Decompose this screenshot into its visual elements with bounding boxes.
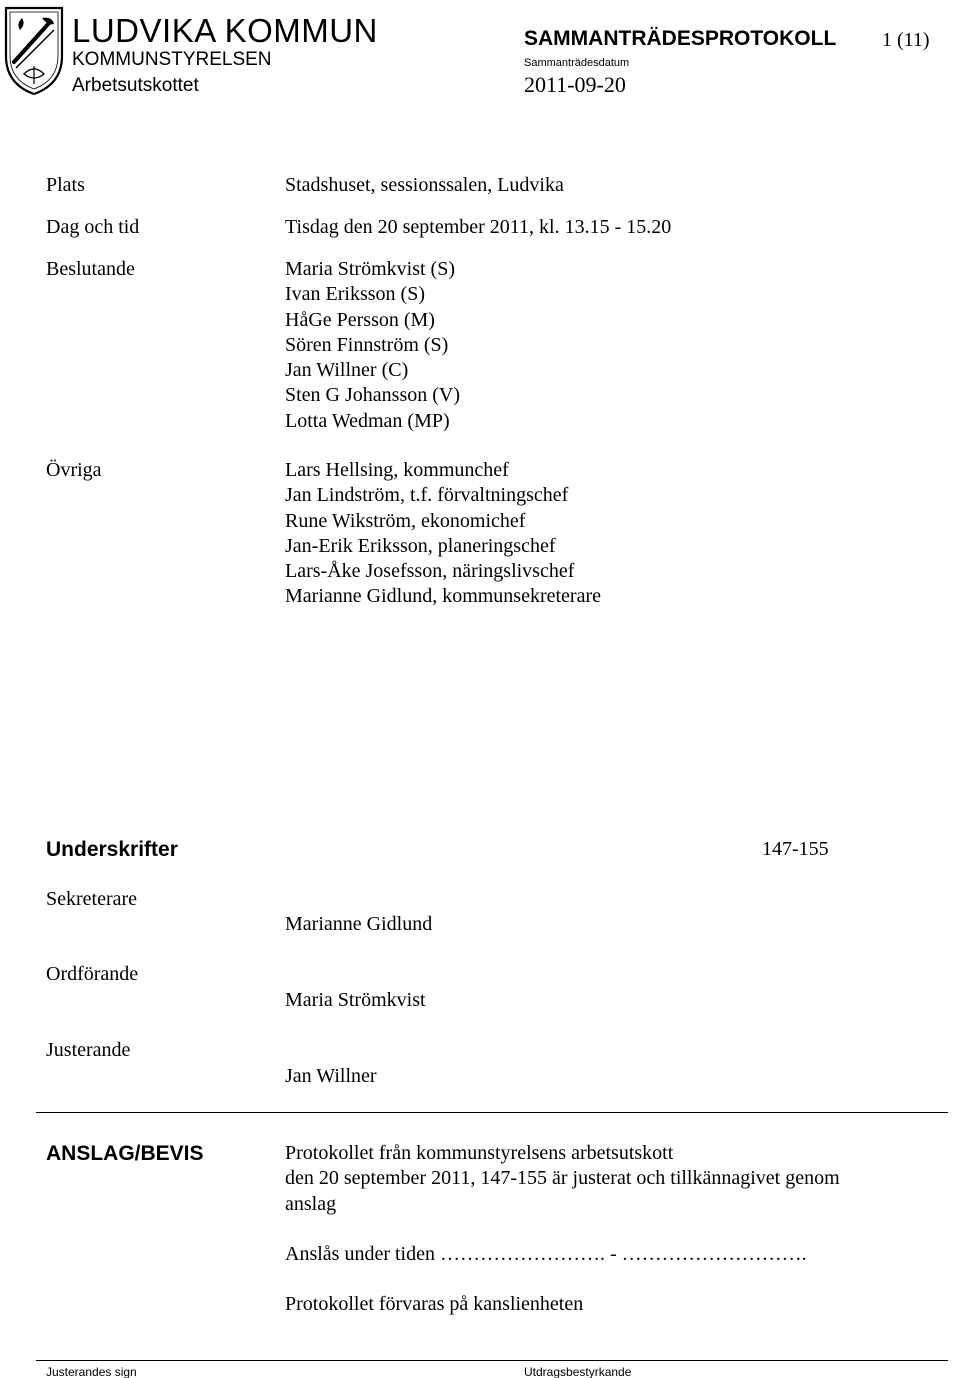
divider <box>36 1112 948 1113</box>
page-number: 1 (11) <box>882 29 930 51</box>
list-item: Maria Strömkvist (S) <box>285 258 455 280</box>
plats-label: Plats <box>46 174 85 196</box>
document-type: SAMMANTRÄDESPROTOKOLL <box>524 27 837 50</box>
list-item: Rune Wikström, ekonomichef <box>285 509 526 532</box>
footer-divider <box>36 1360 948 1361</box>
anslag-heading: ANSLAG/BEVIS <box>46 1142 204 1165</box>
list-item: Lotta Wedman (MP) <box>285 409 450 432</box>
signatures-heading: Underskrifter <box>46 838 178 861</box>
list-item: Jan-Erik Eriksson, planeringschef <box>285 534 556 557</box>
justerande-name: Jan Willner <box>285 1065 377 1087</box>
org-name: LUDVIKA KOMMUN <box>72 12 378 49</box>
tid-value: Tisdag den 20 september 2011, kl. 13.15 - 15.20 <box>285 216 672 238</box>
text-line: Protokollet från kommunstyrelsens arbetsutskott <box>285 1142 674 1164</box>
list-item: HåGe Persson (M) <box>285 308 435 331</box>
beslutande-list <box>285 257 460 434</box>
ordforande-label: Ordförande <box>46 963 139 985</box>
beslutande-label: Beslutande <box>46 258 135 280</box>
list-item: Jan Lindström, t.f. förvaltningschef <box>285 484 569 507</box>
list-item: Jan Willner (C) <box>285 359 409 382</box>
ordforande-name: Maria Strömkvist <box>285 989 426 1011</box>
text-line: den 20 september 2011, 147-155 är justerat och tillkännagivet genom <box>285 1167 840 1190</box>
sekreterare-name: Marianne Gidlund <box>285 913 433 935</box>
utdragsbestyrkande-label: Utdragsbestyrkande <box>524 1365 632 1378</box>
justerandes-sign-label: Justerandes sign <box>46 1365 137 1378</box>
date-label: Sammanträdesdatum <box>524 57 630 69</box>
tid-label: Dag och tid <box>46 216 140 238</box>
anslas-period: Anslås under tiden ……………………. - ………………………. <box>285 1243 807 1265</box>
list-item: Lars-Åke Josefsson, näringslivschef <box>285 560 575 583</box>
paragraph-range: 147-155 <box>762 838 829 860</box>
forvaras-text: Protokollet förvaras på kanslienheten <box>285 1293 584 1315</box>
list-item: Sten G Johansson (V) <box>285 384 460 407</box>
anslag-text <box>285 1141 840 1217</box>
list-item: Lars Hellsing, kommunchef <box>285 459 509 481</box>
list-item: Sören Finnström (S) <box>285 333 449 356</box>
org-department: KOMMUNSTYRELSEN <box>72 49 272 70</box>
text-line: anslag <box>285 1192 337 1215</box>
list-item: Marianne Gidlund, kommunsekreterare <box>285 585 602 608</box>
coat-of-arms-icon <box>2 4 66 96</box>
sekreterare-label: Sekreterare <box>46 888 138 910</box>
org-committee: Arbetsutskottet <box>72 75 199 96</box>
meeting-date: 2011-09-20 <box>524 72 626 97</box>
list-item: Ivan Eriksson (S) <box>285 283 425 306</box>
ovriga-label: Övriga <box>46 459 102 481</box>
ovriga-list <box>285 458 601 610</box>
justerande-label: Justerande <box>46 1039 131 1061</box>
plats-value: Stadshuset, sessionssalen, Ludvika <box>285 174 564 196</box>
